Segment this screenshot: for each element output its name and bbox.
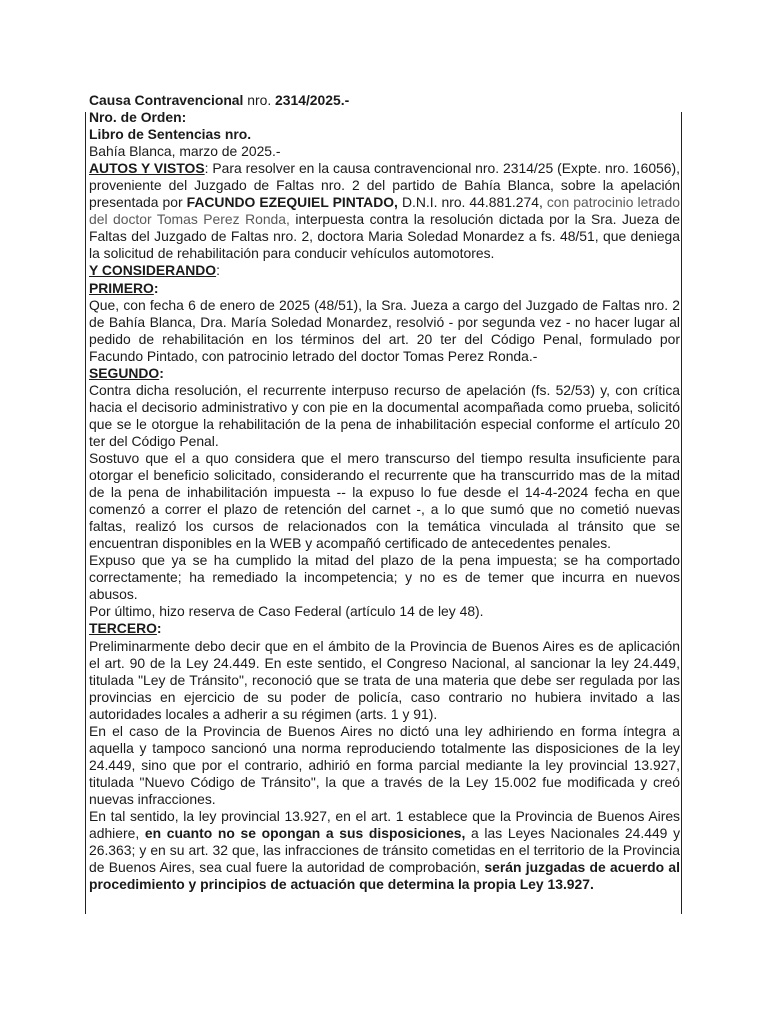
- tercero-p3-text-b: a las Leyes Nacionales 24.449 y 26.363; y en su art. 32 que, las infracciones de tránsito cometidas en el territorio de la Provincia de Buenos Aires, sea cual fuere la autoridad de comprobación,: [89, 825, 681, 876]
- autos-text-3: con patrocinio letrado del doctor Tomas Perez Ronda,: [89, 194, 680, 228]
- primero-heading-line: [89, 280, 680, 297]
- tercero-colon: :: [156, 620, 162, 637]
- tercero-paragraph-1: Preliminarmente debo decir que en el ámbito de la Provincia de Buenos Aires es de aplicación el art. 90 de la Ley 24.449. En este sentido, el Congreso Nacional, al sancionar la ley 24.449, titulada "Ley de Tránsito", reconoció que se trata de una materia que debe ser regulada por las provincias en ejercicio de su poder de policía, caso contrario no hubiera invitado a las autoridades locales a adherir a su régimen (arts. 1 y 91).: [89, 637, 680, 722]
- case-label: Causa Contravencional: [89, 92, 244, 108]
- tercero-heading-line: [89, 620, 680, 637]
- segundo-paragraph-4: Por último, hizo reserva de Caso Federal (artículo 14 de ley 48).: [89, 603, 484, 620]
- case-heading: [89, 92, 680, 109]
- primero-colon: :: [153, 279, 159, 296]
- case-number: 2314/2025.-: [275, 92, 350, 108]
- considerando-heading: Y CONSIDERANDO: [89, 262, 217, 279]
- segundo-colon: :: [159, 364, 164, 381]
- tercero-p3-bold-a: en cuanto no se opongan a sus disposiciones,: [144, 825, 466, 842]
- tercero-paragraph-2: En el caso de la Provincia de Buenos Aires no dictó una ley adhiriendo en forma íntegra a aquella y tampoco sancionó una norma reproduciendo totalmente las disposiciones de la ley 24.449, sino que por el contrario, adhirió en forma parcial mediante la ley provincial 13.927, titulada "Nuevo Código de Tránsito", la que a través de la Ley 15.002 fue modificada y creó nuevas infracciones.: [89, 722, 680, 807]
- document-body: [89, 92, 680, 893]
- sentence-book-label: Libro de Sentencias nro.: [89, 126, 252, 143]
- order-number-label: Nro. de Orden:: [89, 109, 187, 126]
- autos-heading: AUTOS Y VISTOS: [89, 160, 205, 177]
- autos-text-2: D.N.I. nro. 44.881.274,: [397, 194, 543, 211]
- autos-text-4: interpuesta contra la resolución dictada por la Sra. Jueza de Faltas del Juzgado de Faltas nro. 2, doctora Maria Soledad Monardez a fs. 48/51, que deniega la solicitud de rehabilitación para conducir vehículos automotores.: [89, 211, 680, 262]
- tercero-p3-bold-b: serán juzgadas de acuerdo al procedimiento y principios de actuación que determina la propia Ley 13.927.: [89, 859, 680, 893]
- case-nro-label: nro.: [247, 92, 272, 108]
- considerando-colon: :: [216, 262, 220, 279]
- segundo-heading: SEGUNDO: [89, 364, 160, 381]
- place-date: Bahía Blanca, marzo de 2025.-: [89, 143, 281, 160]
- appellant-name: FACUNDO EZEQUIEL PINTADO,: [186, 194, 398, 211]
- segundo-heading-line: [89, 365, 680, 382]
- left-margin-rule: [85, 112, 86, 914]
- segundo-paragraph-3: Expuso que ya se ha cumplido la mitad del plazo de la pena impuesta; se ha comportado correctamente; ha remediado la incompetencia; y no es de temer que incurra en nuevos abusos.: [89, 552, 680, 603]
- tercero-paragraph-3: [89, 808, 680, 893]
- segundo-paragraph-2: Sostuvo que el a quo considera que el mero transcurso del tiempo resulta insuficiente para otorgar el beneficio solicitado, considerando el recurrente que ha transcurrido mas de la mitad de la pena de inhabilitación impuesta -- la expuso lo fue desde el 14-4-2024 fecha en que comenzó a correr el plazo de retención del carnet -, a lo que sumó que no cometió nuevas faltas, realizó los cursos de relacionados con la temática vinculada al tránsito que se encuentran disponibles en la WEB y acompañó certificado de antecedentes penales.: [89, 449, 680, 552]
- autos-text-1: : Para resolver en la causa contravencional nro. 2314/25 (Expte. nro. 16056), proveniente del Juzgado de Faltas nro. 2 del partido de Bahía Blanca, sobre la apelación presentada por: [89, 160, 680, 211]
- considerando-heading-line: [89, 262, 680, 279]
- right-margin-rule: [681, 112, 682, 914]
- tercero-p3-text-a: En tal sentido, la ley provincial 13.927, en el art. 1 establece que la Provincia de Buenos Aires adhiere,: [89, 807, 680, 842]
- autos-paragraph: [89, 160, 680, 262]
- tercero-heading: TERCERO: [89, 620, 157, 637]
- primero-paragraph: Que, con fecha 6 de enero de 2025 (48/51), la Sra. Jueza a cargo del Juzgado de Faltas nro. 2 de Bahía Blanca, Dra. María Soledad Monardez, resolvió - por segunda vez - no hacer lugar al pedido de rehabilitación en los términos del art. 20 ter del Código Penal, formulado por Facundo Pintado, con patrocinio letrado del doctor Tomas Perez Ronda.-: [89, 296, 680, 364]
- segundo-paragraph-1: Contra dicha resolución, el recurrente interpuso recurso de apelación (fs. 52/53) y, con crítica hacia el decisorio administrativo y con pie en la documental acompañada como prueba, solicitó que se le otorgue la rehabilitación de la pena de inhabilitación especial conforme el artículo 20 ter del Código Penal.: [89, 381, 680, 449]
- primero-heading: PRIMERO: [89, 279, 154, 296]
